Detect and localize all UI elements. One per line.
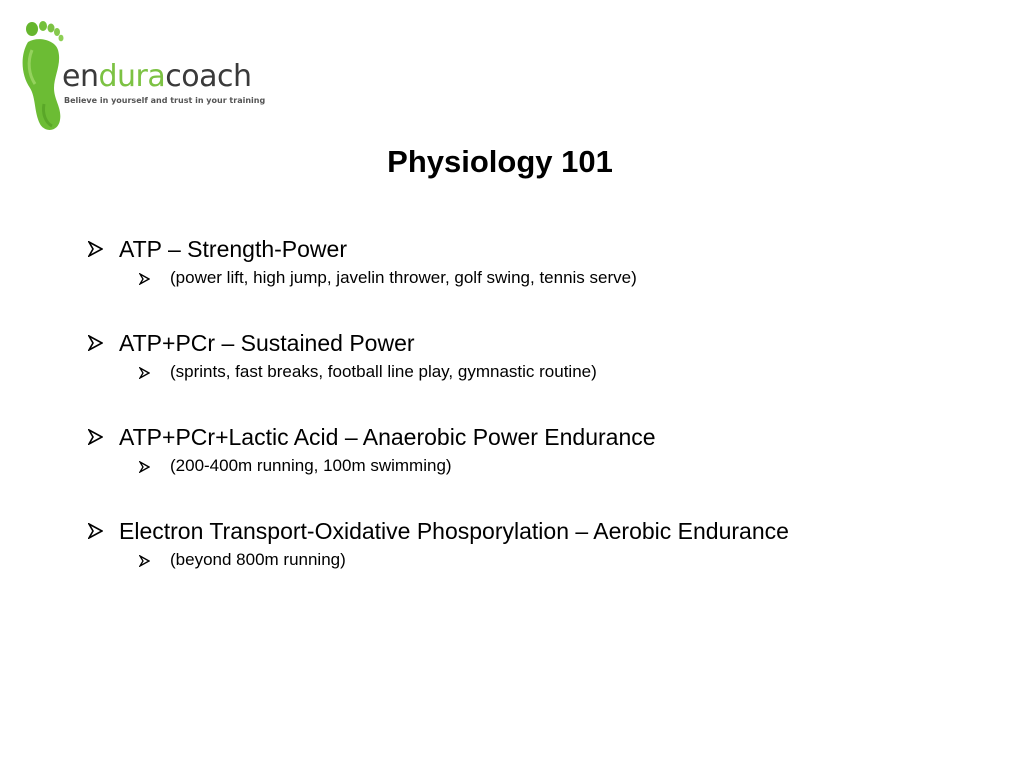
bullet-text: ATP+PCr – Sustained Power xyxy=(119,330,415,356)
sub-bullet-text: (200-400m running, 100m swimming) xyxy=(170,456,452,475)
logo-word-prefix: en xyxy=(62,59,99,94)
slide-title: Physiology 101 xyxy=(387,144,613,179)
logo-tagline: Believe in yourself and trust in your training xyxy=(64,96,266,105)
arrowhead-bullet-icon xyxy=(88,523,103,539)
bullet-list xyxy=(88,232,988,608)
sub-bullet-text: (power lift, high jump, javelin thrower, golf swing, tennis serve) xyxy=(170,268,637,287)
bullet-group xyxy=(88,326,988,420)
bullet-text: ATP – Strength-Power xyxy=(119,236,347,262)
sub-bullet-item xyxy=(139,548,988,572)
logo-word-accent: dura xyxy=(98,59,166,94)
arrowhead-bullet-icon xyxy=(139,273,150,285)
logo-wordmark xyxy=(62,60,252,94)
bullet-text: Electron Transport-Oxidative Phosporylation – Aerobic Endurance xyxy=(119,518,789,544)
bullet-group xyxy=(88,420,988,514)
arrowhead-bullet-icon xyxy=(88,335,103,351)
sub-bullet-item xyxy=(139,360,988,384)
sub-bullet-text: (sprints, fast breaks, football line play, gymnastic routine) xyxy=(170,362,597,381)
bullet-item xyxy=(88,326,988,360)
logo-word-suffix: coach xyxy=(165,59,252,94)
sub-bullet-item xyxy=(139,454,988,478)
arrowhead-bullet-icon xyxy=(139,367,150,379)
bullet-group xyxy=(88,514,988,608)
bullet-item xyxy=(88,514,988,548)
bullet-group xyxy=(88,232,988,326)
slide-title-container xyxy=(0,142,1000,182)
bullet-text: ATP+PCr+Lactic Acid – Anaerobic Power Endurance xyxy=(119,424,656,450)
sub-bullet-text: (beyond 800m running) xyxy=(170,550,346,569)
green-footprint-icon xyxy=(18,20,68,135)
enduracoach-logo xyxy=(18,20,268,135)
arrowhead-bullet-icon xyxy=(139,461,150,473)
arrowhead-bullet-icon xyxy=(139,555,150,567)
arrowhead-bullet-icon xyxy=(88,241,103,257)
arrowhead-bullet-icon xyxy=(88,429,103,445)
bullet-item xyxy=(88,420,988,454)
sub-bullet-item xyxy=(139,266,988,290)
bullet-item xyxy=(88,232,988,266)
